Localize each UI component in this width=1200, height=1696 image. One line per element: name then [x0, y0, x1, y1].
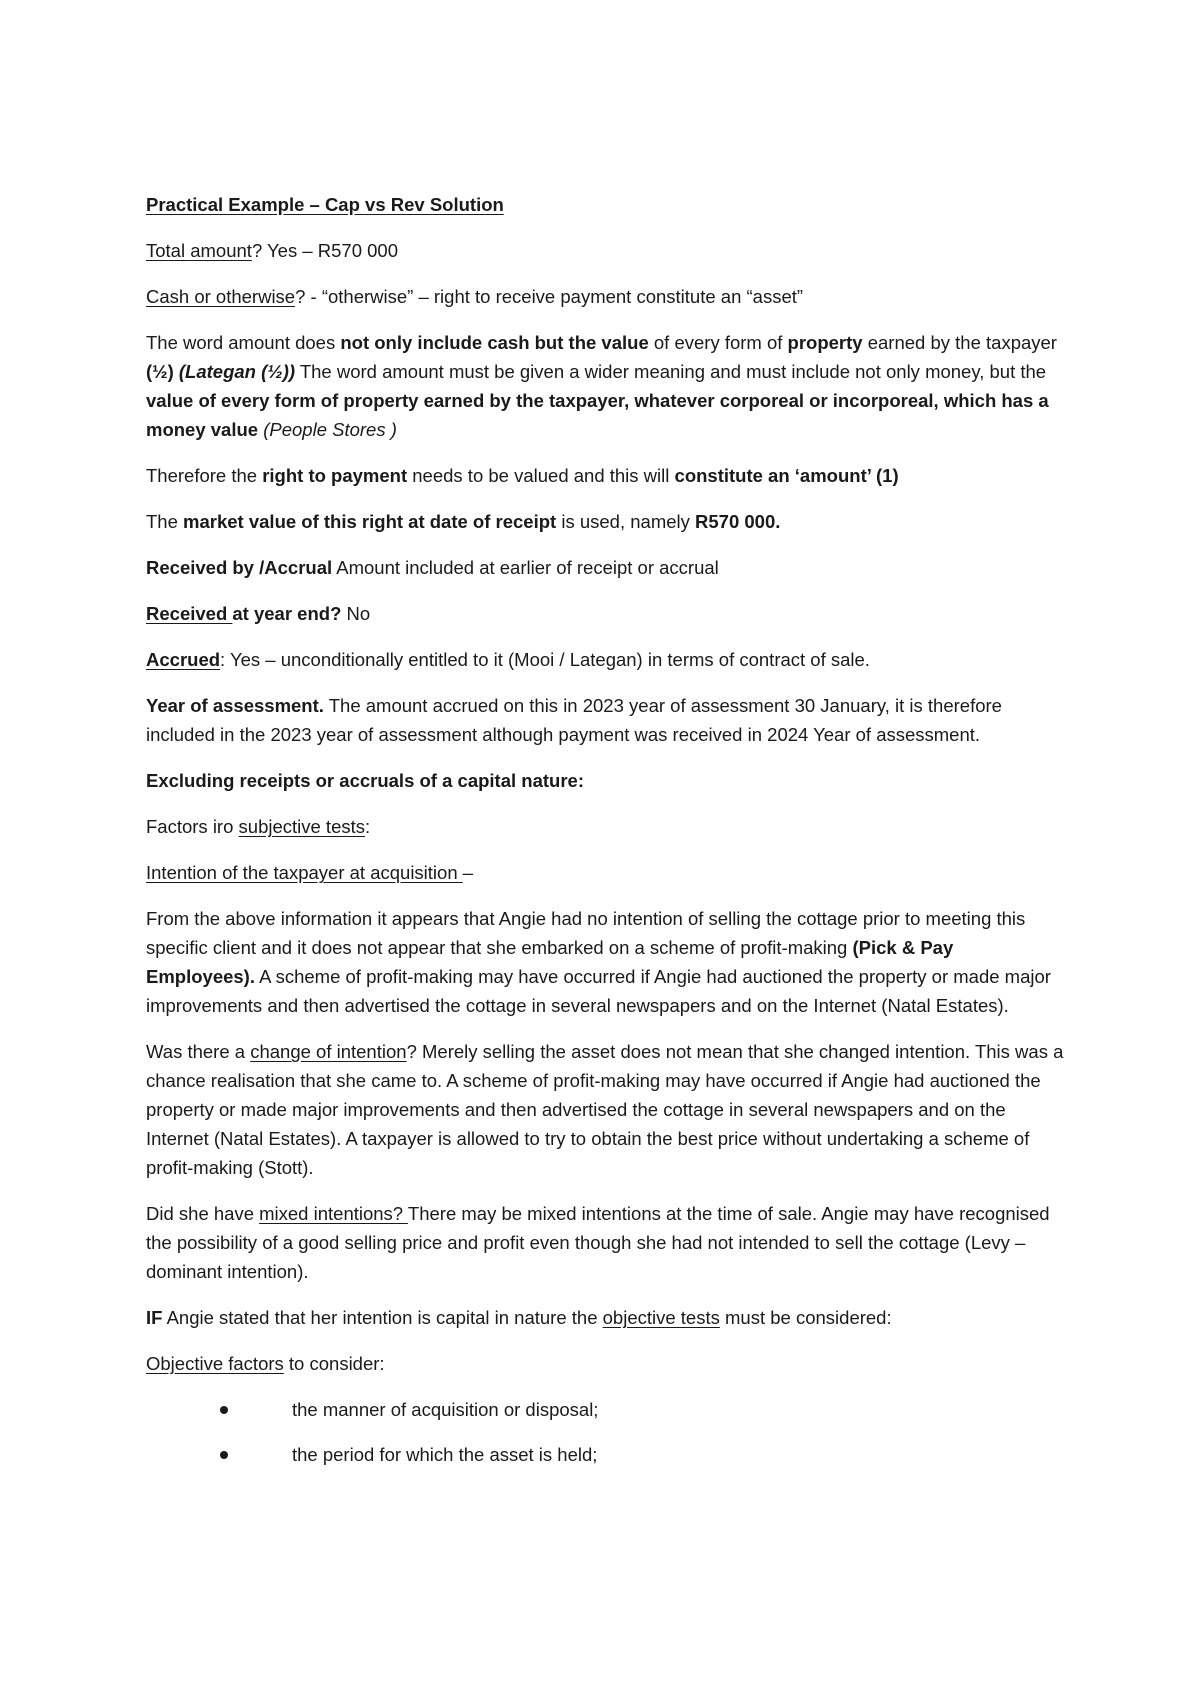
- therefore-b2: constitute an ‘amount’ (1): [674, 465, 899, 486]
- amount-b4: value of every form of property earned by the taxpayer, whatever corporeal or incorporeal, which has a money value: [146, 390, 1049, 440]
- cash-label: Cash or otherwise: [146, 286, 296, 307]
- market-t1: The: [146, 511, 184, 532]
- amount-t5: The word amount must be given a wider meaning and must include not only money, but the: [295, 361, 1047, 382]
- mixed-t2: There may be mixed intentions at the time of sale. Angie may have recognised the possibility of a good selling price and profit even though she had not intended to sell the cottage (Levy – dominant intention).: [146, 1203, 1050, 1282]
- list-item-text: the manner of acquisition or disposal;: [292, 1399, 599, 1420]
- intention-t: –: [462, 862, 474, 883]
- list-item: [146, 1395, 1066, 1424]
- change-t2: ? Merely selling the asset does not mean that she changed intention. This was a chance realisation that she came to. A scheme of profit-making may have occurred if Angie had auctioned the property or made major improvements and then advertised the cottage in several newspapers and on the Internet (Natal Estates). A taxpayer is allowed to try to obtain the best price without undertaking a scheme of profit-making (Stott).: [146, 1041, 1064, 1178]
- amount-t1: The word amount does: [146, 332, 341, 353]
- excluding-heading: [146, 766, 1066, 795]
- factors-u: subjective tests: [238, 816, 366, 837]
- objective-t: to consider:: [283, 1353, 385, 1374]
- bullet-icon: [220, 1406, 228, 1414]
- amount-i2: (People Stores ): [263, 419, 397, 440]
- if-t1: Angie stated that her intention is capital in nature the: [162, 1307, 603, 1328]
- bullet-icon: [220, 1451, 228, 1459]
- title-text: Practical Example – Cap vs Rev Solution: [146, 194, 504, 215]
- excluding-text: Excluding receipts or accruals of a capital nature:: [146, 770, 584, 791]
- document-title: [146, 190, 1066, 219]
- change-paragraph: [146, 1037, 1066, 1182]
- amount-b2: property: [787, 332, 863, 353]
- therefore-b1: right to payment: [262, 465, 408, 486]
- cash-or-otherwise-line: [146, 282, 1066, 311]
- objective-u: Objective factors: [146, 1353, 284, 1374]
- market-value-paragraph: [146, 507, 1066, 536]
- received-by-text: Amount included at earlier of receipt or accrual: [332, 557, 719, 578]
- amount-paragraph: [146, 328, 1066, 444]
- factors-t2: :: [365, 816, 371, 837]
- from-above-t1: From the above information it appears that Angie had no intention of selling the cottage prior to meeting this specific client and it does not appear that she embarked on a scheme of profit-making: [146, 908, 1026, 958]
- list-item: [146, 1440, 1066, 1469]
- mixed-u: mixed intentions?: [259, 1203, 408, 1224]
- from-above-t2: A scheme of profit-making may have occurred if Angie had auctioned the property or made major improvements and then advertised the cottage in several newspapers and on the Internet (Natal Estates).: [146, 966, 1051, 1016]
- therefore-t2: needs to be valued and this will: [407, 465, 675, 486]
- from-above-paragraph: [146, 904, 1066, 1020]
- therefore-paragraph: [146, 461, 1066, 490]
- amount-i1: (Lategan (½)): [178, 361, 296, 382]
- amount-t3: earned by the taxpayer: [862, 332, 1057, 353]
- year-of-assessment-paragraph: [146, 691, 1066, 749]
- intention-line: [146, 858, 1066, 887]
- accrued-line: [146, 645, 1066, 674]
- received-by-line: [146, 553, 1066, 582]
- factors-t1: Factors iro: [146, 816, 239, 837]
- list-item-text: the period for which the asset is held;: [292, 1444, 598, 1465]
- total-amount-line: [146, 236, 1066, 265]
- received-by-bold: Received by /Accrual: [146, 557, 333, 578]
- therefore-t1: Therefore the: [146, 465, 263, 486]
- objective-line: [146, 1349, 1066, 1378]
- accrued-u: Accrued: [146, 649, 221, 670]
- objective-factors-list: [146, 1395, 1066, 1469]
- amount-b1: not only include cash but the value: [340, 332, 649, 353]
- document-body: [146, 190, 1066, 1485]
- if-t2: must be considered:: [719, 1307, 892, 1328]
- amount-t2: of every form of: [648, 332, 788, 353]
- yoa-text: The amount accrued on this in 2023 year of assessment 30 January, it is therefore included in the 2023 year of assessment although payment was received in 2024 Year of assessment.: [146, 695, 1002, 745]
- cash-text: ? - “otherwise” – right to receive payment constitute an “asset”: [295, 286, 804, 307]
- mixed-t1: Did she have: [146, 1203, 260, 1224]
- market-t2: is used, namely: [556, 511, 696, 532]
- if-b: IF: [146, 1307, 163, 1328]
- total-amount-label: Total amount: [146, 240, 252, 261]
- yoa-bold: Year of assessment.: [146, 695, 324, 716]
- received-ye-b: at year end?: [232, 603, 342, 624]
- from-above-b1: (Pick & Pay Employees).: [146, 937, 954, 987]
- received-ye-u: Received: [146, 603, 233, 624]
- if-paragraph: [146, 1303, 1066, 1332]
- intention-u: Intention of the taxpayer at acquisition: [146, 862, 463, 883]
- received-ye-text: No: [341, 603, 371, 624]
- change-t1: Was there a: [146, 1041, 251, 1062]
- market-b2: R570 000.: [695, 511, 781, 532]
- total-amount-text: ? Yes – R570 000: [251, 240, 399, 261]
- accrued-text: : Yes – unconditionally entitled to it (Mooi / Lategan) in terms of contract of sale.: [220, 649, 870, 670]
- factors-line: [146, 812, 1066, 841]
- mixed-paragraph: [146, 1199, 1066, 1286]
- if-u: objective tests: [602, 1307, 720, 1328]
- market-b1: market value of this right at date of receipt: [183, 511, 557, 532]
- amount-b3: (½): [146, 361, 174, 382]
- received-year-end-line: [146, 599, 1066, 628]
- change-u: change of intention: [250, 1041, 407, 1062]
